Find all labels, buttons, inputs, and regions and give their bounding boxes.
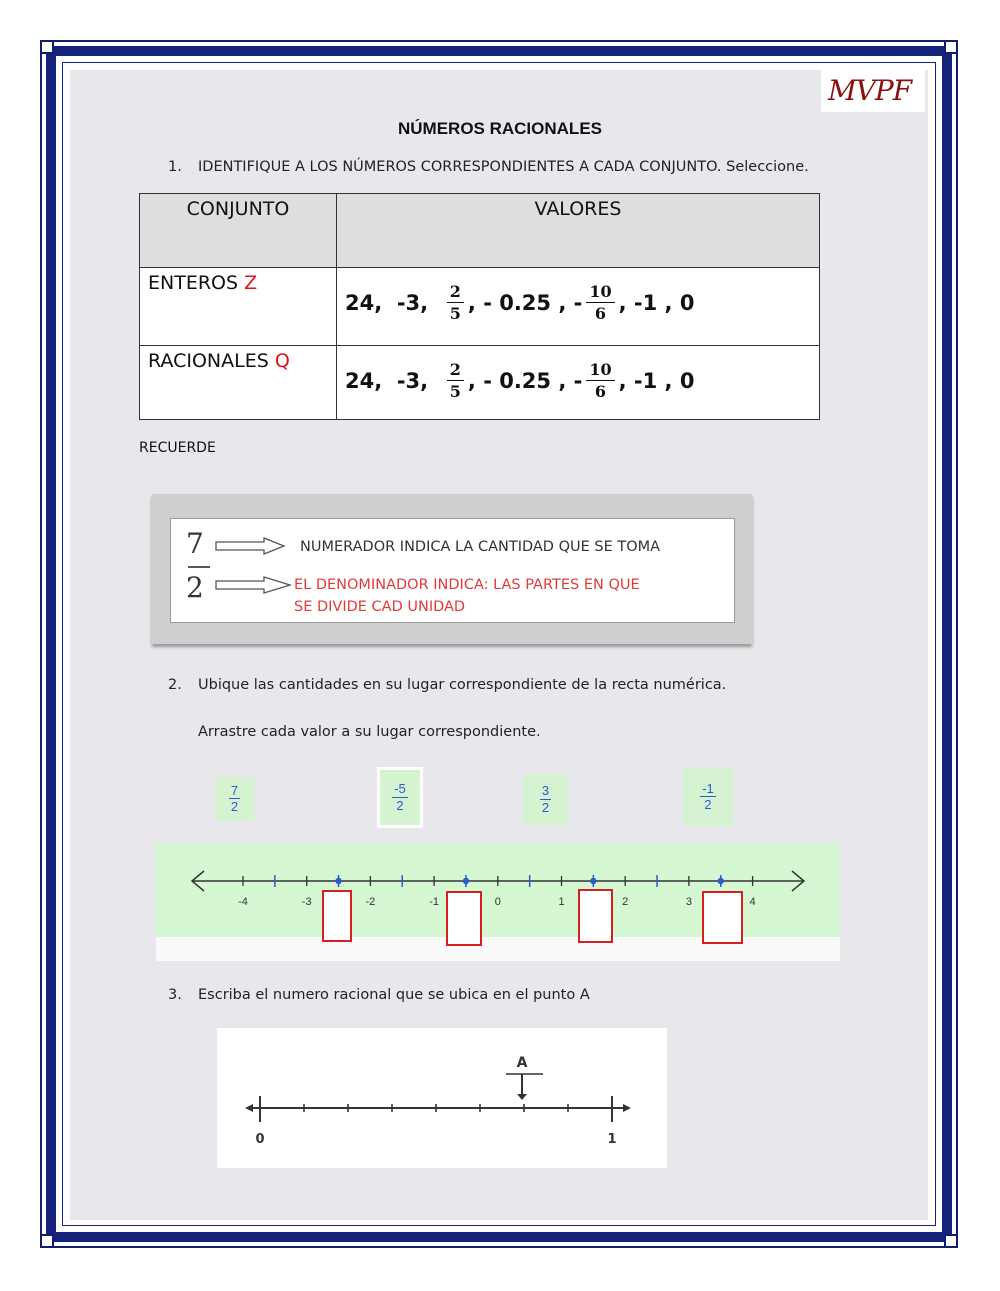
tick-label: -4 xyxy=(238,896,248,908)
fraction-numerator: 10 xyxy=(586,284,614,303)
drop-zone[interactable] xyxy=(322,890,352,942)
tick-label: 4 xyxy=(749,896,756,908)
small-line-start-label: 0 xyxy=(255,1132,265,1147)
fraction-numerator: 10 xyxy=(586,362,614,381)
tick-label: 0 xyxy=(494,896,501,908)
fraction-numerator: 2 xyxy=(447,284,464,303)
tick-label: 2 xyxy=(622,896,629,908)
value-option[interactable]: , -1 , 0 xyxy=(618,291,695,315)
denominator-explanation xyxy=(294,574,734,618)
tile-numerator: -1 xyxy=(702,780,714,796)
value-option[interactable]: 24, xyxy=(345,369,383,393)
fraction-option[interactable] xyxy=(447,284,464,322)
small-number-line xyxy=(217,1028,667,1168)
marked-point xyxy=(590,878,596,884)
tick-label: -3 xyxy=(301,896,312,908)
table-header-row xyxy=(140,194,820,268)
point-a-marker xyxy=(506,1074,543,1100)
header-conjunto: CONJUNTO xyxy=(140,194,337,268)
set-label: ENTEROS xyxy=(148,272,245,294)
tick-label: 3 xyxy=(685,896,692,908)
tile-denominator: 2 xyxy=(230,799,239,815)
question-1-text: IDENTIFIQUE A LOS NÚMEROS CORRESPONDIENTES A CADA CONJUNTO. Seleccione. xyxy=(198,159,809,175)
marked-point xyxy=(463,878,469,884)
reminder-denominator: 2 xyxy=(186,571,204,604)
question-2-number: 2. xyxy=(168,677,182,693)
header-valores: VALORES xyxy=(337,194,820,268)
question-3-text: Escriba el numero racional que se ubica en el punto A xyxy=(198,987,590,1003)
table-row xyxy=(140,268,820,346)
values-cell xyxy=(337,346,820,420)
set-symbol: Z xyxy=(244,272,258,294)
frame-corner xyxy=(944,1234,958,1248)
frame-corner xyxy=(944,40,958,54)
left-arrow-icon xyxy=(245,1104,253,1112)
reminder-fraction-bar xyxy=(188,566,210,568)
value-option[interactable]: , - 0.25 , - xyxy=(467,369,583,393)
fraction-denominator: 5 xyxy=(449,304,461,323)
values-list xyxy=(337,346,819,414)
point-a-label: A xyxy=(516,1055,528,1071)
set-symbol: Q xyxy=(274,350,290,372)
frame-corner xyxy=(40,40,54,54)
denominator-explanation-line: SE DIVIDE CAD UNIDAD xyxy=(294,599,466,615)
page-title: NÚMEROS RACIONALES xyxy=(397,119,602,138)
recuerde-label: RECUERDE xyxy=(139,440,216,456)
fraction-option[interactable] xyxy=(447,362,464,400)
tile-denominator: 2 xyxy=(704,797,712,813)
fraction-numerator: 2 xyxy=(447,362,464,381)
value-option[interactable]: -3, xyxy=(396,291,429,315)
fraction-denominator: 6 xyxy=(594,304,607,323)
denominator-explanation-line: EL DENOMINADOR INDICA: LAS PARTES EN QUE xyxy=(294,577,640,593)
question-1-number: 1. xyxy=(168,159,182,175)
frame-corner xyxy=(40,1234,54,1248)
drop-zone[interactable] xyxy=(702,891,743,944)
drag-tile[interactable] xyxy=(683,768,733,826)
drop-zone[interactable] xyxy=(578,889,613,943)
value-option[interactable]: -3, xyxy=(396,369,429,393)
fraction-denominator: 6 xyxy=(594,382,607,401)
set-cell xyxy=(140,268,337,346)
right-arrow-icon xyxy=(216,538,284,554)
tile-denominator: 2 xyxy=(396,797,404,813)
tile-numerator: 7 xyxy=(230,782,239,798)
question-2-instruction: Arrastre cada valor a su lugar correspondiente. xyxy=(198,724,541,740)
tile-numerator: 3 xyxy=(541,783,550,799)
set-label: RACIONALES xyxy=(148,350,275,372)
value-option[interactable]: , -1 , 0 xyxy=(618,369,695,393)
table-row xyxy=(140,346,820,420)
numerator-explanation: NUMERADOR INDICA LA CANTIDAD QUE SE TOMA xyxy=(300,539,661,555)
reminder-numerator: 7 xyxy=(186,527,204,560)
question-2-text: Ubique las cantidades en su lugar correspondiente de la recta numérica. xyxy=(198,677,727,693)
drag-tile[interactable] xyxy=(215,777,254,821)
logo: MVPF xyxy=(828,74,912,107)
small-line-end-label: 1 xyxy=(607,1132,617,1147)
right-arrow-icon xyxy=(623,1104,631,1112)
tile-numerator: -5 xyxy=(394,781,406,797)
drag-tile[interactable] xyxy=(523,774,568,825)
value-option[interactable]: 24, xyxy=(345,291,383,315)
fraction-option[interactable] xyxy=(586,284,614,322)
arrow-icons xyxy=(214,537,294,595)
tick-label: -2 xyxy=(365,896,376,908)
question-3-number: 3. xyxy=(168,987,182,1003)
fraction-denominator: 5 xyxy=(449,382,461,401)
value-option[interactable]: , - 0.25 , - xyxy=(467,291,583,315)
tick-label: -1 xyxy=(429,896,439,908)
values-list xyxy=(337,268,819,336)
values-cell xyxy=(337,268,820,346)
tile-denominator: 2 xyxy=(541,799,550,815)
fraction-option[interactable] xyxy=(586,362,614,400)
right-arrow-icon xyxy=(216,577,290,593)
set-cell xyxy=(140,346,337,420)
drop-zone[interactable] xyxy=(446,891,482,946)
drag-tile[interactable] xyxy=(377,767,423,828)
marked-point xyxy=(335,878,341,884)
marked-point xyxy=(718,878,724,884)
tick-label: 1 xyxy=(558,896,565,908)
sets-table xyxy=(139,193,820,420)
